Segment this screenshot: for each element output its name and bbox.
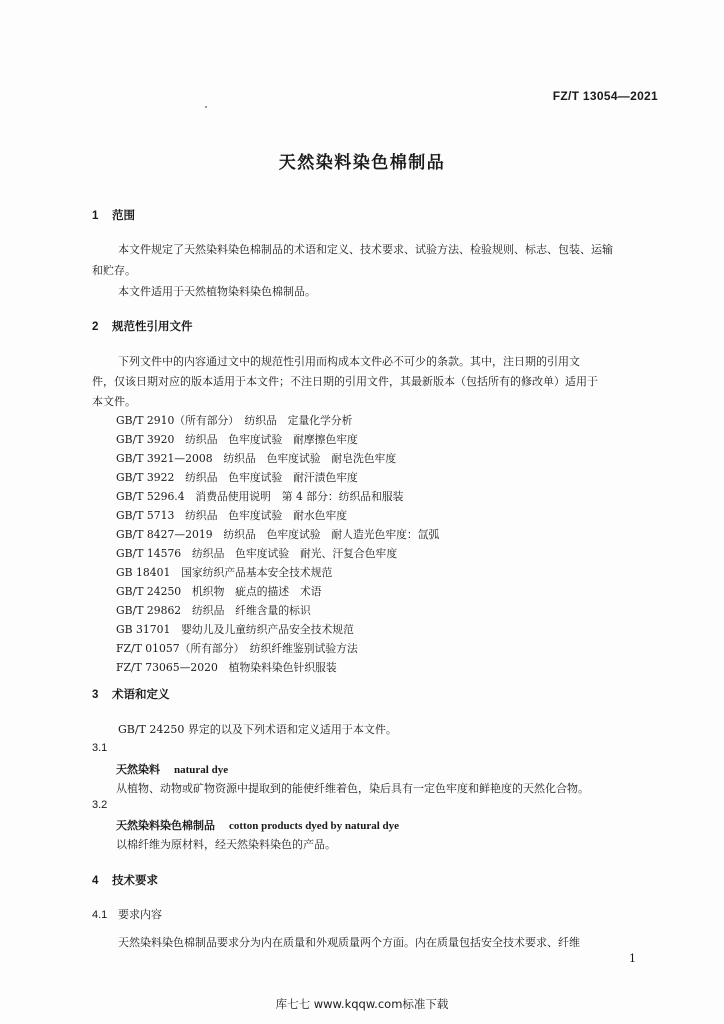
reference-item: FZ/T 73065—2020 植物染料染色针织服装	[116, 661, 337, 674]
standard-number: FZ/T 13054—2021	[552, 89, 658, 103]
references-intro-line-3: 本文件。	[92, 395, 136, 408]
section-3-heading	[92, 686, 170, 702]
scope-paragraph-line-1: 本文件规定了天然染料染色棉制品的术语和定义、技术要求、试验方法、检验规则、标志、包装、运输	[118, 243, 613, 256]
reference-item: GB/T 29862 纺织品 纤维含量的标识	[116, 604, 311, 617]
page-number: 1	[629, 952, 636, 965]
reference-item: GB/T 5713 纺织品 色牢度试验 耐水色牢度	[116, 509, 348, 522]
term-definition: 从植物、动物或矿物资源中提取到的能使纤维着色，染后具有一定色牢度和鲜艳度的天然化合物。	[116, 782, 589, 795]
requirements-paragraph: 天然染料染色棉制品要求分为内在质量和外观质量两个方面。内在质量包括安全技术要求、纤维	[118, 936, 580, 949]
scope-paragraph-2: 本文件适用于天然植物染料染色棉制品。	[118, 285, 316, 298]
reference-item: GB/T 14576 纺织品 色牢度试验 耐光、汗复合色牢度	[116, 547, 398, 560]
reference-item: GB/T 3921—2008 纺织品 色牢度试验 耐皂洗色牢度	[116, 452, 397, 465]
scope-paragraph-line-2: 和贮存。	[92, 264, 136, 277]
section-title: 术语和定义	[112, 687, 170, 701]
section-number: 3	[92, 689, 99, 701]
reference-item: GB/T 3920 纺织品 色牢度试验 耐摩擦色牢度	[116, 433, 358, 446]
reference-item: GB 18401 国家纺织产品基本安全技术规范	[116, 566, 333, 579]
reference-item: FZ/T 01057（所有部分） 纺织纤维鉴别试验方法	[116, 642, 358, 655]
term-heading	[116, 817, 399, 833]
reference-item: GB/T 2910（所有部分） 纺织品 定量化学分析	[116, 414, 353, 427]
term-chinese: 天然染料染色棉制品	[116, 819, 215, 832]
document-title: 天然染料染色棉制品	[278, 153, 446, 173]
terms-intro: GB/T 24250 界定的以及下列术语和定义适用于本文件。	[118, 723, 397, 736]
reference-item: GB 31701 婴幼儿及儿童纺织产品安全技术规范	[116, 623, 354, 636]
scan-speck	[205, 106, 207, 108]
term-heading	[116, 761, 228, 777]
reference-item: GB/T 24250 机织物 疵点的描述 术语	[116, 585, 322, 598]
subsection-title: 要求内容	[118, 908, 162, 921]
section-1-heading	[92, 207, 135, 223]
section-number: 2	[92, 321, 99, 333]
section-number: 1	[92, 210, 99, 222]
term-definition: 以棉纤维为原材料，经天然染料染色的产品。	[116, 838, 336, 851]
site-watermark: 库七七 www.kqqw.com标准下载	[275, 997, 449, 1011]
term-english: cotton products dyed by natural dye	[229, 820, 400, 832]
term-english: natural dye	[174, 764, 229, 776]
reference-item: GB/T 5296.4 消费品使用说明 第 4 部分：纺织品和服装	[116, 490, 404, 503]
references-intro-line-1: 下列文件中的内容通过文中的规范性引用而构成本文件必不可少的条款。其中，注日期的引用文	[118, 355, 580, 368]
subsection-number: 4.1	[92, 909, 108, 921]
term-number: 3.1	[92, 742, 108, 754]
section-title: 规范性引用文件	[112, 319, 193, 333]
section-4-heading	[92, 872, 158, 888]
term-number: 3.2	[92, 799, 108, 811]
references-intro-line-2: 件，仅该日期对应的版本适用于本文件；不注日期的引用文件，其最新版本（包括所有的修改单）适用于	[92, 375, 598, 388]
term-chinese: 天然染料	[116, 763, 160, 776]
reference-item: GB/T 8427—2019 纺织品 色牢度试验 耐人造光色牢度：氙弧	[116, 528, 440, 541]
section-2-heading	[92, 318, 193, 334]
reference-item: GB/T 3922 纺织品 色牢度试验 耐汗渍色牢度	[116, 471, 358, 484]
section-title: 技术要求	[112, 873, 158, 887]
section-title: 范围	[112, 208, 135, 222]
section-number: 4	[92, 875, 99, 887]
subsection-4-1-heading	[92, 906, 162, 922]
